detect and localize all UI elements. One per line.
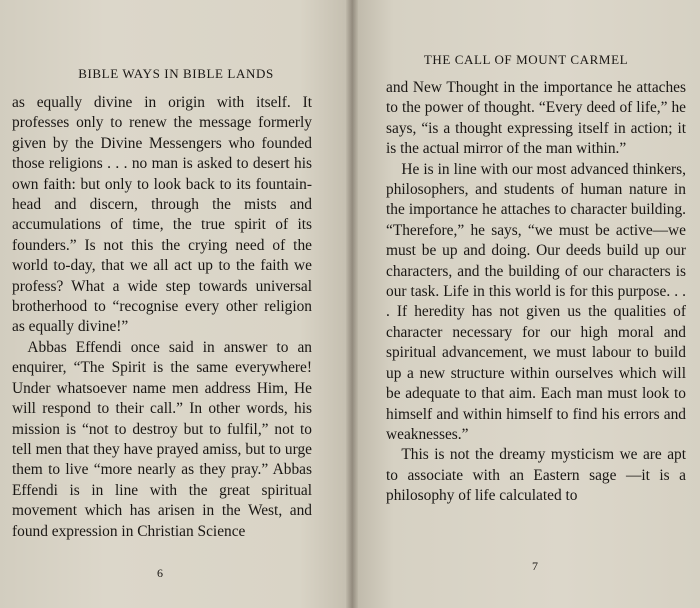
left-page-number: 6 (157, 566, 163, 580)
left-paragraph-2: Abbas Effendi once said in answer to an enquirer, “The Spirit is the same everywhere! Under whatsoever name men address Him, He will respond to their call.” In other words, his mission is “not to destroy but to fulfil,” not to tell men that they have prayed amiss, but to urge them to live “more nearly as they pray.” Abbas Effendi is in line with the great spiritual movement which has arisen in the West, and found expression in Christian Science (12, 338, 312, 540)
right-running-head: THE CALL OF MOUNT CARMEL (423, 52, 629, 67)
book-gutter (346, 0, 358, 608)
right-paragraph-2: He is in line with our most advanced thinkers, philosophers, and students of human nature in the importance he attaches to character building. “Therefore,” he says, “we must be active—we must be up and doing. Our deeds build up our characters, and the building of our characters is our task. Life in this world is for this purpose. . . . If heredity has not given us the qualities of character necessary for our high moral and spiritual advancement, we must labour to build up a new structure within ourselves which will be adequate to that aim. Each man must look to himself and within himself to find his errors and weaknesses.” (386, 160, 686, 443)
right-paragraph-1: and New Thought in the importance he attaches to the power of thought. “Every deed of life,” he says, “is a thought expressing itself in action; it is the actual mirror of the man within.” (386, 79, 686, 158)
right-body-text (386, 78, 686, 507)
left-running-head: BIBLE WAYS IN BIBLE LANDS (78, 66, 274, 81)
right-paragraph-3: This is not the dreamy mysticism we are apt to associate with an Eastern sage —it is a philosophy of life calculated to (386, 446, 686, 505)
right-page-number: 7 (532, 559, 538, 573)
right-page (352, 0, 700, 608)
left-paragraph-1: as equally divine in origin with itself. It professes only to renew the message formerly given by the Divine Messengers who founded those religions . . . no man is asked to desert his own faith: but only to look back to its fountain-head and discern, through the mists and accumulations of time, the true spirit of its founders.” Is not this the crying need of the world to-day, that we all act up to the faith we profess? What a wide step towards universal brotherhood to “recognise every other religion as equally divine!” (12, 94, 312, 336)
left-body-text (12, 93, 312, 542)
